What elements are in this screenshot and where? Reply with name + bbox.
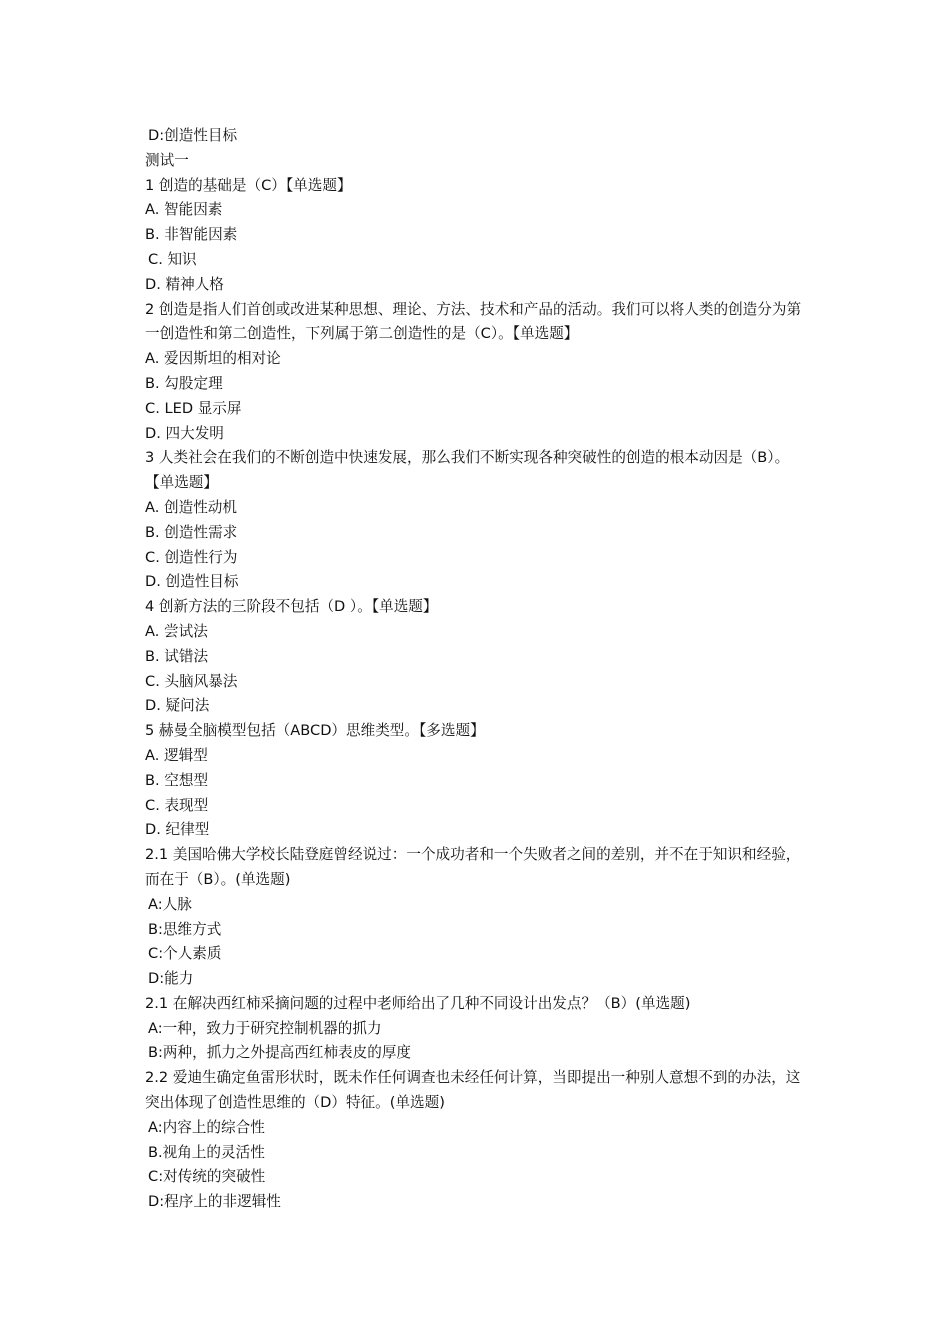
- text-line: A:一种，致力于研究控制机器的抓力: [148, 1019, 382, 1037]
- text-line: 2.2 爱迪生确定鱼雷形状时，既未作任何调查也未经任何计算，当即提出一种别人意想不到的办法，这突出体现了创造性思维的（D）特征。(单选题): [145, 1069, 801, 1112]
- text-line: C:对传统的突破性: [148, 1168, 266, 1186]
- text-line: A. 尝试法: [145, 622, 208, 640]
- text-line: C. 知识: [148, 250, 197, 268]
- text-line: C. 创造性行为: [145, 548, 238, 566]
- text-line: 3 人类社会在我们的不断创造中快速发展，那么我们不断实现各种突破性的创造的根本动因是（B）。【单选题】: [145, 449, 790, 492]
- text-line: 2.1 美国哈佛大学校长陆登庭曾经说过：一个成功者和一个失败者之间的差别，并不在于知识和经验，而在于（B）。(单选题): [145, 846, 801, 888]
- text-line: 1 创造的基础是（C）【单选题】: [145, 176, 352, 194]
- text-line: C. LED 显示屏: [145, 399, 242, 417]
- text-line: 4 创新方法的三阶段不包括（D ）。【单选题】: [145, 598, 438, 616]
- text-line: B:两种，抓力之外提高西红柿表皮的厚度: [148, 1044, 412, 1062]
- text-line: D. 精神人格: [145, 275, 224, 293]
- text-line: D. 疑问法: [145, 697, 210, 715]
- document-page: [145, 124, 810, 1215]
- text-line: A:内容上的综合性: [148, 1118, 265, 1136]
- text-line: 2 创造是指人们首创或改进某种思想、理论、方法、技术和产品的活动。我们可以将人类的创造分为第一创造性和第二创造性，下列属于第二创造性的是（C）。【单选题】: [145, 300, 802, 343]
- text-line: D:创造性目标: [148, 127, 238, 144]
- text-line: A. 智能因素: [145, 201, 223, 219]
- text-line: B:思维方式: [148, 920, 222, 938]
- text-line: A:人脉: [148, 895, 192, 913]
- text-line: 5 赫曼全脑模型包括（ABCD）思维类型。【多选题】: [145, 722, 485, 740]
- text-line: D. 创造性目标: [145, 573, 239, 591]
- text-line: 2.1 在解决西红柿采摘问题的过程中老师给出了几种不同设计出发点？（B）(单选题): [145, 994, 691, 1012]
- text-line: C. 表现型: [145, 796, 209, 814]
- text-line: B. 创造性需求: [145, 523, 238, 541]
- text-line: B. 试错法: [145, 647, 209, 665]
- text-line: B. 空想型: [145, 771, 209, 789]
- text-line: D. 四大发明: [145, 424, 224, 442]
- text-line: A. 逻辑型: [145, 746, 208, 764]
- text-line: A. 爱因斯坦的相对论: [145, 350, 281, 368]
- text-line: D. 纪律型: [145, 821, 210, 839]
- text-line: C. 头脑风暴法: [145, 672, 238, 690]
- text-line: B.视角上的灵活性: [148, 1143, 265, 1161]
- text-line: 测试一: [145, 151, 189, 169]
- text-line: A. 创造性动机: [145, 498, 237, 516]
- text-line: B. 勾股定理: [145, 374, 223, 392]
- text-line: D:能力: [148, 970, 194, 988]
- text-line: B. 非智能因素: [145, 226, 238, 244]
- text-line: C:个人素质: [148, 945, 222, 963]
- text-line: D:程序上的非逻辑性: [148, 1193, 281, 1211]
